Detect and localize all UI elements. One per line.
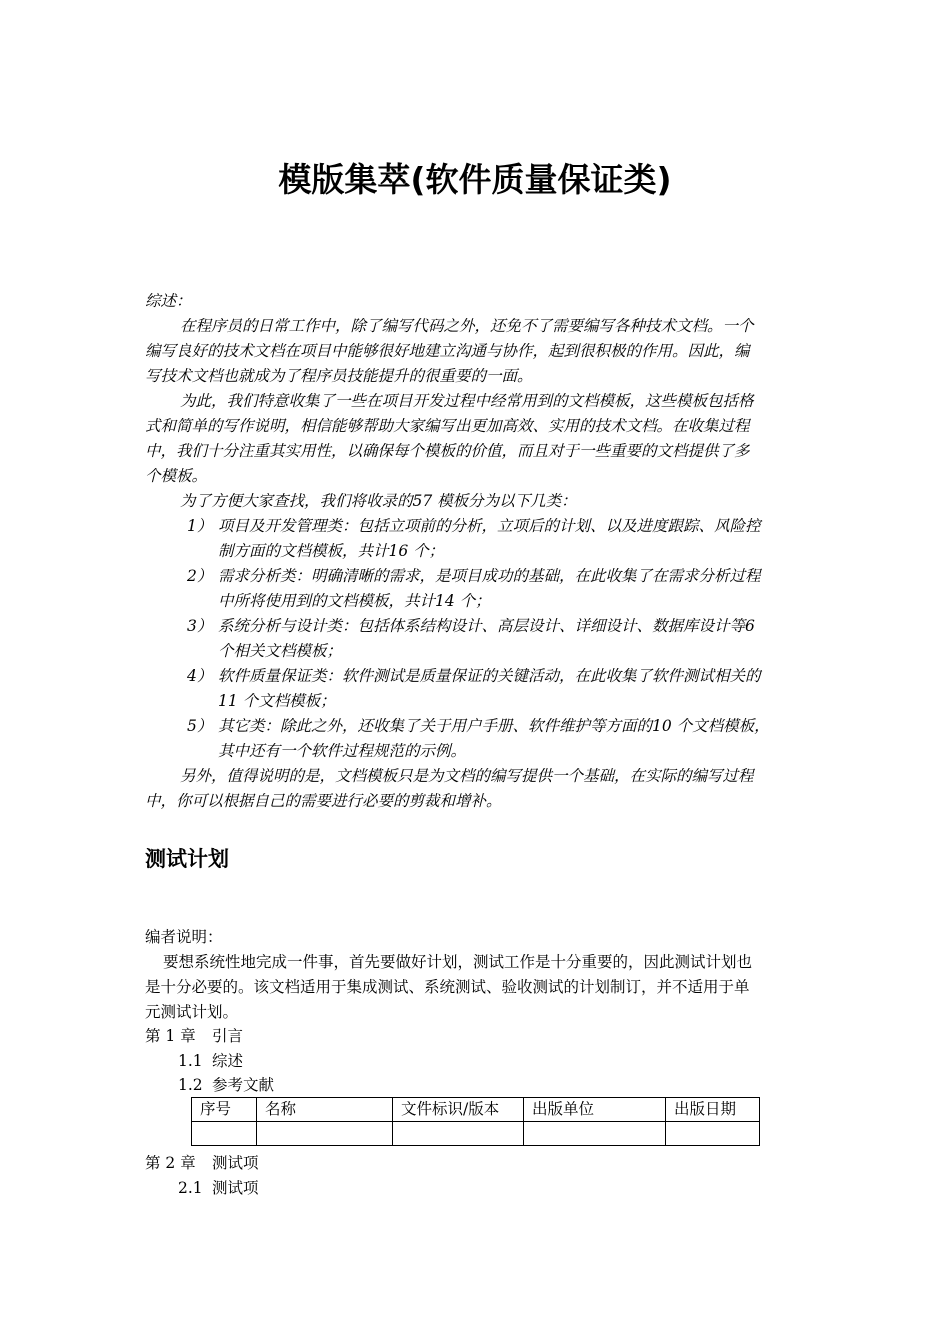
summary-p3: 为了方便大家查找，我们将收录的57 模板分为以下几类： bbox=[180, 492, 577, 510]
summary-p4-line1: 另外，值得说明的是，文档模板只是为文档的编写提供一个基础，在实际的编写过程 bbox=[180, 767, 754, 785]
section-heading: 测试计划 bbox=[145, 847, 229, 871]
table-header-cell: 序号 bbox=[192, 1098, 257, 1122]
list-item-4-line1: 软件质量保证类：软件测试是质量保证的关键活动，在此收集了软件测试相关的 bbox=[218, 667, 761, 685]
section-1-1-title: 综述 bbox=[212, 1052, 244, 1070]
editor-label: 编者说明： bbox=[145, 928, 223, 946]
table-header-cell: 出版日期 bbox=[666, 1098, 760, 1122]
list-item-5-line1: 其它类：除此之外，还收集了关于用户手册、软件维护等方面的10 个文档模板， bbox=[218, 717, 770, 735]
list-item-3-line1: 系统分析与设计类：包括体系结构设计、高层设计、详细设计、数据库设计等6 bbox=[218, 617, 755, 635]
table-cell bbox=[192, 1122, 257, 1146]
table-cell bbox=[524, 1122, 666, 1146]
list-item-1-num: 1） bbox=[187, 517, 213, 535]
list-item-1-line1: 项目及开发管理类：包括立项前的分析，立项后的计划、以及进度跟踪、风险控 bbox=[218, 517, 761, 535]
list-item-2-line1: 需求分析类：明确清晰的需求，是项目成功的基础，在此收集了在需求分析过程 bbox=[218, 567, 761, 585]
table-header-row bbox=[192, 1098, 760, 1122]
editor-line3: 元测试计划。 bbox=[145, 1003, 239, 1021]
summary-p2-line3: 中，我们十分注重其实用性，以确保每个模板的价值，而且对于一些重要的文档提供了多 bbox=[145, 442, 750, 460]
summary-p4-line2: 中，你可以根据自己的需要进行必要的剪裁和增补。 bbox=[145, 792, 502, 810]
summary-p1-line2: 编写良好的技术文档在项目中能够很好地建立沟通与协作，起到很积极的作用。因此，编 bbox=[145, 342, 750, 360]
references-table bbox=[191, 1097, 760, 1146]
table-cell bbox=[393, 1122, 524, 1146]
section-1-2-number: 1.2 bbox=[178, 1076, 203, 1094]
table-cell bbox=[257, 1122, 393, 1146]
editor-line2: 是十分必要的。该文档适用于集成测试、系统测试、验收测试的计划制订，并不适用于单 bbox=[145, 978, 750, 996]
list-item-2-line2: 中所将使用到的文档模板，共计14 个； bbox=[218, 592, 491, 610]
summary-p2-line4: 个模板。 bbox=[145, 467, 208, 485]
section-2-1-title: 测试项 bbox=[212, 1179, 259, 1197]
section-1-1-number: 1.1 bbox=[178, 1052, 203, 1070]
list-item-5-line2: 其中还有一个软件过程规范的示例。 bbox=[218, 742, 467, 760]
list-item-3-num: 3） bbox=[187, 617, 213, 635]
table-cell bbox=[666, 1122, 760, 1146]
summary-p1-line3: 写技术文档也就成为了程序员技能提升的很重要的一面。 bbox=[145, 367, 533, 385]
summary-p2-line1: 为此，我们特意收集了一些在项目开发过程中经常用到的文档模板，这些模板包括格 bbox=[180, 392, 754, 410]
table-header-cell: 出版单位 bbox=[524, 1098, 666, 1122]
editor-line1: 要想系统性地完成一件事，首先要做好计划，测试工作是十分重要的，因此测试计划也 bbox=[163, 953, 753, 971]
document-title: 模版集萃(软件质量保证类) bbox=[278, 160, 672, 199]
list-item-4-num: 4） bbox=[187, 667, 213, 685]
chapter-2-number: 第 2 章 bbox=[145, 1154, 196, 1172]
list-item-5-num: 5） bbox=[187, 717, 213, 735]
list-item-4-line2: 11 个文档模板； bbox=[218, 692, 336, 710]
table-row bbox=[192, 1122, 760, 1146]
chapter-2-title: 测试项 bbox=[212, 1154, 259, 1172]
summary-p2-line2: 式和简单的写作说明，相信能够帮助大家编写出更加高效、实用的技术文档。在收集过程 bbox=[145, 417, 750, 435]
list-item-2-num: 2） bbox=[187, 567, 213, 585]
table-header-cell: 名称 bbox=[257, 1098, 393, 1122]
list-item-1-line2: 制方面的文档模板，共计16 个； bbox=[218, 542, 445, 560]
table-header-cell: 文件标识/版本 bbox=[393, 1098, 524, 1122]
summary-p1-line1: 在程序员的日常工作中，除了编写代码之外，还免不了需要编写各种技术文档。一个 bbox=[180, 317, 754, 335]
list-item-3-line2: 个相关文档模板； bbox=[218, 642, 343, 660]
summary-label: 综述： bbox=[145, 292, 192, 310]
chapter-1-title: 引言 bbox=[212, 1027, 244, 1045]
chapter-1-number: 第 1 章 bbox=[145, 1027, 196, 1045]
section-1-2-title: 参考文献 bbox=[212, 1076, 275, 1094]
section-2-1-number: 2.1 bbox=[178, 1179, 203, 1197]
